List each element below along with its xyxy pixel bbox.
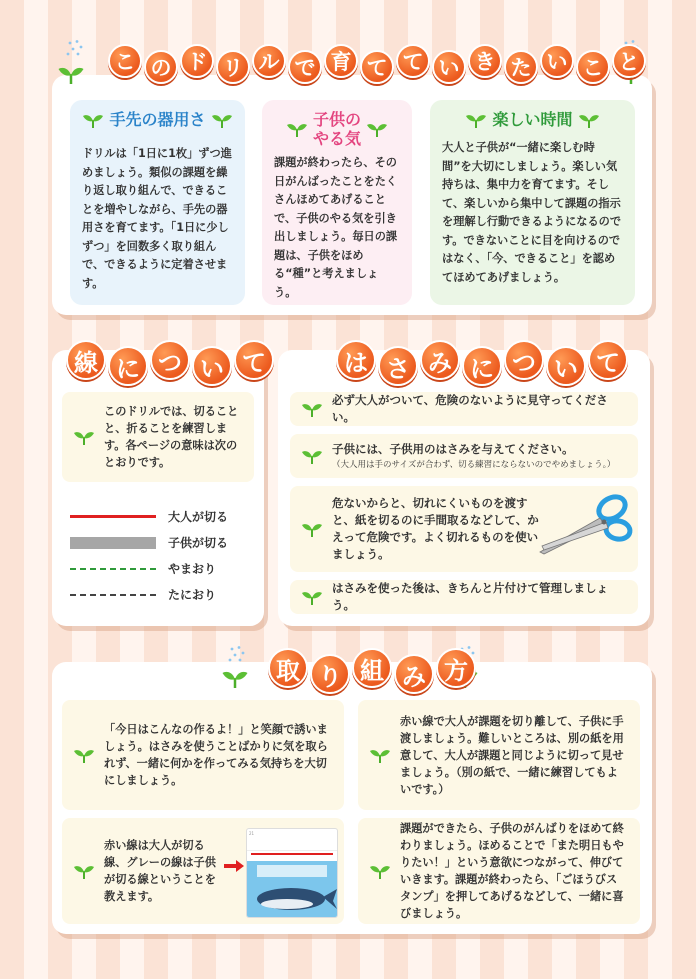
title-char: こ [576, 50, 610, 84]
sprout-icon [83, 112, 103, 128]
sprout-icon [370, 863, 390, 879]
title-char: て [234, 340, 274, 380]
scissors-item-text: 必ず大人がついて、危険のないように見守ってください。 [332, 393, 608, 424]
line-sample [70, 537, 156, 549]
approach-step [358, 818, 640, 924]
legend-item [70, 534, 228, 551]
scissors-item [290, 580, 638, 614]
title-char: つ [150, 340, 190, 380]
legend-item [70, 586, 216, 603]
sprout-icon [222, 668, 248, 688]
legend-item [70, 508, 228, 525]
title-char: て [360, 50, 394, 84]
title-char: に [462, 346, 502, 386]
scissors-item-text: 危ないからと、切れにくいものを渡すと、紙を切るのに手間取るなどして、かえって危険です。よく切れるものを使いましょう。 [332, 496, 539, 561]
sprout-icon [302, 401, 322, 417]
title-char: み [420, 340, 460, 380]
title-char: き [468, 44, 502, 78]
scissors-item [290, 434, 638, 478]
title-char: い [432, 50, 466, 84]
card-title: 子供の [312, 110, 361, 129]
card-dexterity [70, 100, 245, 305]
legend-item [70, 560, 216, 577]
thumbnail-page-number: 21 [249, 831, 255, 836]
title-char: 育 [324, 44, 358, 78]
title-char: こ [108, 44, 142, 78]
title-char: い [540, 44, 574, 78]
title-char: リ [216, 50, 250, 84]
lines-intro-text: このドリルでは、切ることと、折ることを練習します。各ページの意味は次のとおりです。 [104, 405, 239, 469]
card-text: ドリルは「1日に1枚」ずつ進めましょう。類似の課題を繰り返し取り組んで、できることを増やしながら、手先の器用さを育てます。「1日に少しずつ」を回数多く取り組んで、できるように定着させます。 [82, 147, 232, 290]
legend-label: 子供が切る [168, 536, 229, 550]
scissors-item-text: 子供には、子供用のはさみを与えてください。 [332, 441, 574, 456]
title-char: ド [180, 44, 214, 78]
title-char: い [546, 346, 586, 386]
line-sample [70, 594, 156, 596]
sprout-icon [579, 112, 599, 128]
title-char: ル [252, 44, 286, 78]
sprout-icon [302, 448, 322, 464]
scissors-icon [534, 490, 634, 560]
rain-icon [228, 646, 248, 666]
title-char: と [612, 44, 646, 78]
title-char: 方 [436, 648, 476, 688]
page-title [108, 44, 646, 84]
card-title: 手先の器用さ [109, 110, 206, 129]
card-text: 課題が終わったら、その日がんばったことをたくさんほめてあげることで、子供のやる気を引き出しましょう。毎日の課題は、子供をほめる“種”と考えましょう。 [274, 156, 398, 299]
sprout-icon [302, 589, 322, 605]
card-fun-time [430, 100, 635, 305]
sprout-icon [466, 112, 486, 128]
approach-step-text: 赤い線は大人が切る線、グレーの線は子供が切る線ということを教えます。 [104, 839, 216, 903]
card-motivation [262, 100, 412, 305]
title-char: は [336, 340, 376, 380]
sprout-icon [367, 121, 387, 137]
thumbnail-header [247, 829, 337, 851]
legend-label: たにおり [168, 588, 217, 602]
approach-step-text: 赤い線で大人が課題を切り離して、子供に手渡しましょう。難しいところは、別の紙を用意して、大人が課題と同じように切って見せましょう。（別の紙で、一緒に練習してもよいです。） [400, 714, 624, 796]
sprout-icon [74, 863, 94, 879]
card-title: やる気 [312, 129, 361, 148]
title-char: さ [378, 346, 418, 386]
title-char: み [394, 654, 434, 694]
drill-thumbnail [246, 828, 338, 918]
sprout-icon [302, 521, 322, 537]
sprout-icon [58, 64, 84, 84]
approach-step [358, 700, 640, 810]
title-char: て [396, 44, 430, 78]
line-sample [70, 568, 156, 570]
title-char: に [108, 346, 148, 386]
sprout-icon [212, 112, 232, 128]
legend-label: やまおり [168, 562, 217, 576]
title-char: つ [504, 340, 544, 380]
title-char: た [504, 50, 538, 84]
approach-title [268, 648, 476, 694]
scissors-title [336, 340, 628, 386]
title-char: り [310, 654, 350, 694]
title-char: い [192, 346, 232, 386]
scissors-item-text: はさみを使った後は、きちんと片付けて管理しましょう。 [332, 581, 608, 612]
sprout-icon [370, 747, 390, 763]
title-char: 取 [268, 648, 308, 688]
card-text: 大人と子供が“一緒に楽しむ時間”を大切にしましょう。楽しい気持ちは、集中力を育てます。そして、楽しいから集中して課題の指示を理解し行動できるようになるのです。できないことに目を向けるのではなく、「今、できること」を認めてほめてあげましょう。 [442, 141, 622, 284]
sprout-icon [74, 429, 94, 445]
scissors-item-note: （大人用は手のサイズが合わず、切る練習にならないのでやめましょう。） [332, 459, 616, 470]
title-char: で [288, 50, 322, 84]
approach-step-text: 「今日はこんなの作るよ！」と笑顔で誘いましょう。はさみを使うことばかりに気を取られず、一緒に何かを作ってみる気持ちを大切にしましょう。 [104, 723, 328, 787]
title-char: の [144, 50, 178, 84]
lines-title [66, 340, 274, 386]
title-char: 組 [352, 648, 392, 688]
title-char: て [588, 340, 628, 380]
legend-label: 大人が切る [168, 510, 229, 524]
card-title: 楽しい時間 [492, 110, 573, 129]
line-sample [70, 515, 156, 518]
approach-step [62, 700, 344, 810]
lines-intro [62, 392, 254, 482]
arrow-icon [224, 860, 244, 872]
scissors-item [290, 392, 638, 426]
sprout-icon [74, 747, 94, 763]
rain-icon [66, 40, 86, 60]
sprout-icon [287, 121, 307, 137]
title-char: 線 [66, 340, 106, 380]
approach-step-text: 課題ができたら、子供のがんばりをほめて終わりましょう。ほめることで「また明日もやりたい！」という意欲につながって、伸びていきます。課題が終わったら、「ごほうびスタンプ」を押してあげるなどして、一緒に喜びましょう。 [400, 822, 624, 920]
whale-illustration [247, 861, 337, 917]
